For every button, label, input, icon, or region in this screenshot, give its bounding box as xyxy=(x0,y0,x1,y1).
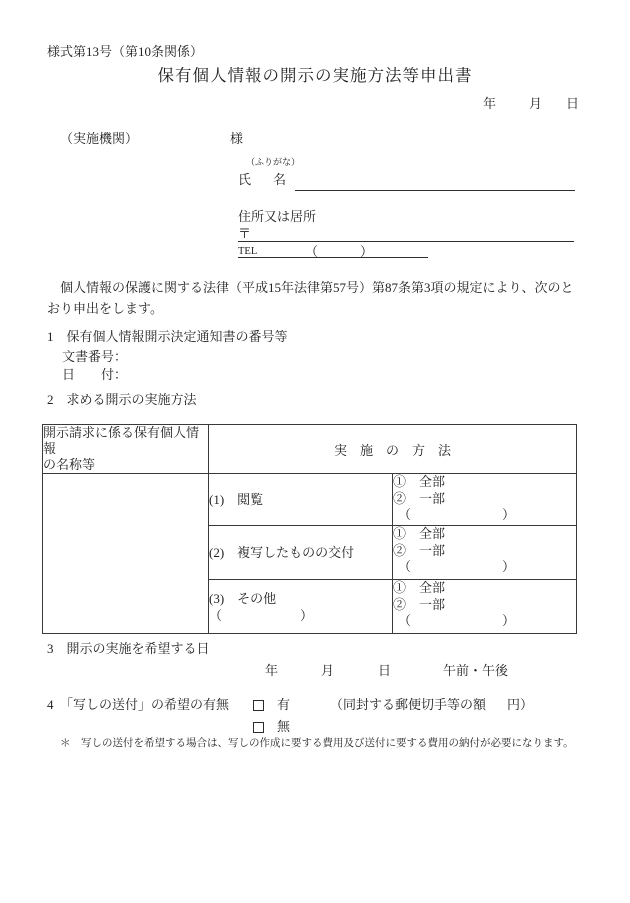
options-cell-3[interactable] xyxy=(393,580,577,634)
tel-paren-open: （ xyxy=(305,244,319,259)
name-label-mei: 名 xyxy=(273,172,287,187)
option-part-3: ② 一部 xyxy=(393,596,446,612)
recipient-honorific-label: 様 xyxy=(230,131,244,146)
section2-heading: 2 求める開示の実施方法 xyxy=(47,392,197,407)
table-name-header-line2: の名称等 xyxy=(43,457,96,472)
postal-mark: 〒 xyxy=(238,226,252,241)
recipient-agency-label: （実施機関） xyxy=(60,131,139,146)
method-cell-1[interactable] xyxy=(209,474,393,526)
s3-year-label: 年 xyxy=(265,663,279,678)
method-1-label: (1) 閲覧 xyxy=(209,492,264,507)
copy-send-yes-label: 有 xyxy=(277,697,291,712)
table-name-entry-cell[interactable] xyxy=(43,474,209,634)
page-title: 保有個人情報の開示の実施方法等申出書 xyxy=(157,66,473,85)
method-cell-2[interactable] xyxy=(209,526,393,580)
address-field-underline[interactable] xyxy=(238,241,574,242)
option-part-paren-2: （ ） xyxy=(398,559,516,574)
s3-ampm-label: 午前・午後 xyxy=(443,663,509,678)
tel-paren-close: ） xyxy=(360,244,374,259)
option-all-1: ① 全部 xyxy=(393,474,446,489)
option-part-paren-3: （ ） xyxy=(398,613,516,628)
copy-send-no-label: 無 xyxy=(277,719,291,734)
method-2-label: (2) 複写したものの交付 xyxy=(209,545,355,560)
copy-send-no-checkbox[interactable] xyxy=(253,722,264,733)
form-number-label: 様式第13号（第10条関係） xyxy=(47,44,204,59)
header-date-month-label: 月 xyxy=(529,96,543,111)
furigana-label: （ふりがな） xyxy=(246,157,301,167)
option-part-1: ② 一部 xyxy=(393,490,446,506)
method-3-label: (3) その他 xyxy=(209,590,277,606)
tel-field-underline[interactable] xyxy=(238,257,428,258)
enclosure-prefix-label: （同封する郵便切手等の額 xyxy=(330,697,487,712)
table-name-header-cell xyxy=(43,425,209,474)
section4-heading: 4 「写しの送付」の希望の有無 xyxy=(47,697,230,712)
tel-label: TEL xyxy=(238,246,258,257)
doc-date-label: 日 付： xyxy=(62,367,128,382)
table-method-header-label: 実 施 の 方 法 xyxy=(333,442,451,458)
section3-heading: 3 開示の実施を希望する日 xyxy=(47,641,210,656)
header-date-day-label: 日 xyxy=(566,96,580,111)
option-part-paren-1: （ ） xyxy=(398,507,516,522)
method-cell-3[interactable] xyxy=(209,580,393,634)
table-name-header-line1: 開示請求に係る保有個人情報 xyxy=(43,425,200,456)
copy-send-yes-checkbox[interactable] xyxy=(253,700,264,711)
option-all-3: ① 全部 xyxy=(393,580,446,595)
doc-number-label: 文書番号： xyxy=(62,349,128,364)
name-label-sei: 氏 xyxy=(238,172,252,187)
method-3-extra: （ ） xyxy=(209,607,314,623)
option-part-2: ② 一部 xyxy=(393,542,446,558)
header-date-year-label: 年 xyxy=(483,96,497,111)
section1-heading: 1 保有個人情報開示決定通知書の番号等 xyxy=(47,329,288,344)
options-cell-2[interactable] xyxy=(393,526,577,580)
disclosure-methods-table xyxy=(42,424,577,634)
declaration-paragraph: 個人情報の保護に関する法律（平成15年法律第57号）第87条第3項の規定により、次のとおり申出をします。 xyxy=(47,280,574,316)
options-cell-1[interactable] xyxy=(393,474,577,526)
enclosure-suffix-label: 円） xyxy=(507,697,534,712)
s3-month-label: 月 xyxy=(321,663,335,678)
s3-day-label: 日 xyxy=(378,663,392,678)
copy-send-footnote: ＊ 写しの送付を希望する場合は、写しの作成に要する費用及び送付に要する費用の納付が必要になります。 xyxy=(60,738,574,749)
option-all-2: ① 全部 xyxy=(393,526,446,541)
name-field-underline[interactable] xyxy=(295,190,575,191)
address-label: 住所又は居所 xyxy=(238,209,317,224)
table-method-header-cell xyxy=(209,425,577,474)
